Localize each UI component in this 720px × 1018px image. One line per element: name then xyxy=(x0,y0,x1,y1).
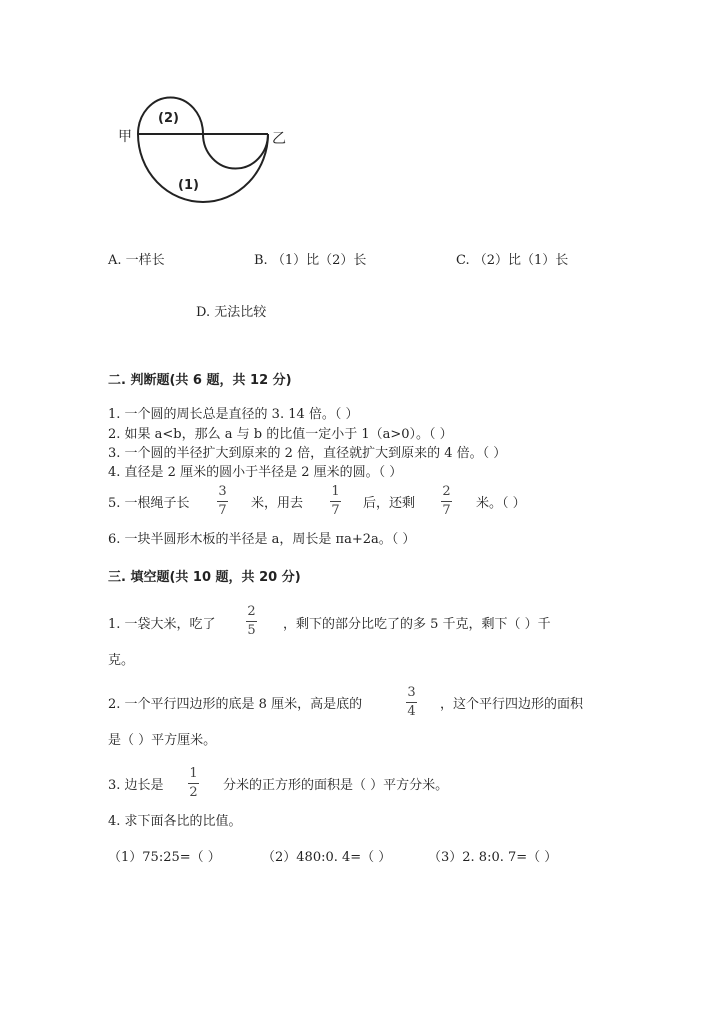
fill-q1-part2: ，剩下的部分比吃了的多 5 千克，剩下（ ）千 xyxy=(283,617,551,632)
fill-q4-title: 4. 求下面各比的比值。 xyxy=(108,814,242,829)
section2-title: 二. 判断题(共 6 题，共 12 分) xyxy=(108,373,292,388)
fraction-bar xyxy=(441,501,452,502)
fraction-2-7 xyxy=(441,485,452,517)
fraction-3-7 xyxy=(217,485,228,517)
fraction-bar xyxy=(246,621,257,622)
fill-q1-part1: 1. 一袋大米，吃了 xyxy=(108,617,216,632)
judge-q6: 6. 一块半圆形木板的半径是 a，周长是 πa+2a。（ ） xyxy=(108,532,416,547)
choice-b: B. （1）比（2）长 xyxy=(254,253,367,268)
semicircle-diagram xyxy=(110,88,310,208)
fill-q2-part1: 2. 一个平行四边形的底是 8 厘米，高是底的 xyxy=(108,697,363,712)
judge-q1: 1. 一个圆的周长总是直径的 3. 14 倍。（ ） xyxy=(108,407,359,422)
fraction-1-7 xyxy=(330,485,341,517)
fraction-bar xyxy=(188,783,199,784)
small-lower-arc xyxy=(203,134,268,169)
fraction-denominator: 7 xyxy=(442,502,451,518)
fraction-numerator: 3 xyxy=(218,484,227,499)
choice-d: D. 无法比较 xyxy=(196,305,267,320)
fraction-bar xyxy=(406,702,417,703)
ratio-item-1: （1）75:25=（ ） xyxy=(108,850,221,865)
label-path-1: (1) xyxy=(178,178,199,193)
fraction-denominator: 4 xyxy=(407,703,416,719)
ratio-item-3: （3）2. 8:0. 7=（ ） xyxy=(428,850,558,865)
large-lower-arc xyxy=(138,134,268,202)
judge-q5-part4: 米。（ ） xyxy=(476,496,526,511)
section3-title: 三. 填空题(共 10 题，共 20 分) xyxy=(108,570,301,585)
fraction-numerator: 3 xyxy=(407,685,416,700)
fraction-denominator: 5 xyxy=(247,622,256,638)
fill-q2-part3: 是（ ）平方厘米。 xyxy=(108,733,217,748)
fraction-2-5 xyxy=(246,605,257,637)
fraction-3-4 xyxy=(406,686,417,718)
ratio-item-2: （2）480:0. 4=（ ） xyxy=(262,850,392,865)
fraction-numerator: 1 xyxy=(189,766,198,781)
fraction-denominator: 2 xyxy=(189,784,198,800)
judge-q4: 4. 直径是 2 厘米的圆小于半径是 2 厘米的圆。（ ） xyxy=(108,465,403,480)
fraction-numerator: 2 xyxy=(247,604,256,619)
judge-q5-part1: 5. 一根绳子长 xyxy=(108,496,190,511)
fraction-numerator: 1 xyxy=(331,484,340,499)
judge-q5-part2: 米，用去 xyxy=(251,496,304,511)
fill-q3-part2: 分米的正方形的面积是（ ）平方分米。 xyxy=(223,778,449,793)
choice-a: A. 一样长 xyxy=(108,253,165,268)
fill-q2-part2: ，这个平行四边形的面积 xyxy=(440,697,584,712)
choice-c: C. （2）比（1）长 xyxy=(456,253,569,268)
fraction-bar xyxy=(217,501,228,502)
semicircle-figure xyxy=(110,88,310,208)
fraction-denominator: 7 xyxy=(331,502,340,518)
fill-q3-part1: 3. 边长是 xyxy=(108,778,164,793)
label-jia: 甲 xyxy=(118,129,132,145)
fill-q1-part3: 克。 xyxy=(108,653,135,668)
judge-q3: 3. 一个圆的半径扩大到原来的 2 倍，直径就扩大到原来的 4 倍。（ ） xyxy=(108,446,507,461)
fraction-1-2 xyxy=(188,767,199,799)
label-path-2: (2) xyxy=(158,111,179,126)
fraction-bar xyxy=(330,501,341,502)
fraction-denominator: 7 xyxy=(218,502,227,518)
judge-q5-part3: 后，还剩 xyxy=(363,496,416,511)
fraction-numerator: 2 xyxy=(442,484,451,499)
judge-q2: 2. 如果 a<b，那么 a 与 b 的比值一定小于 1（a>0）。（ ） xyxy=(108,427,453,442)
label-yi: 乙 xyxy=(272,131,286,147)
